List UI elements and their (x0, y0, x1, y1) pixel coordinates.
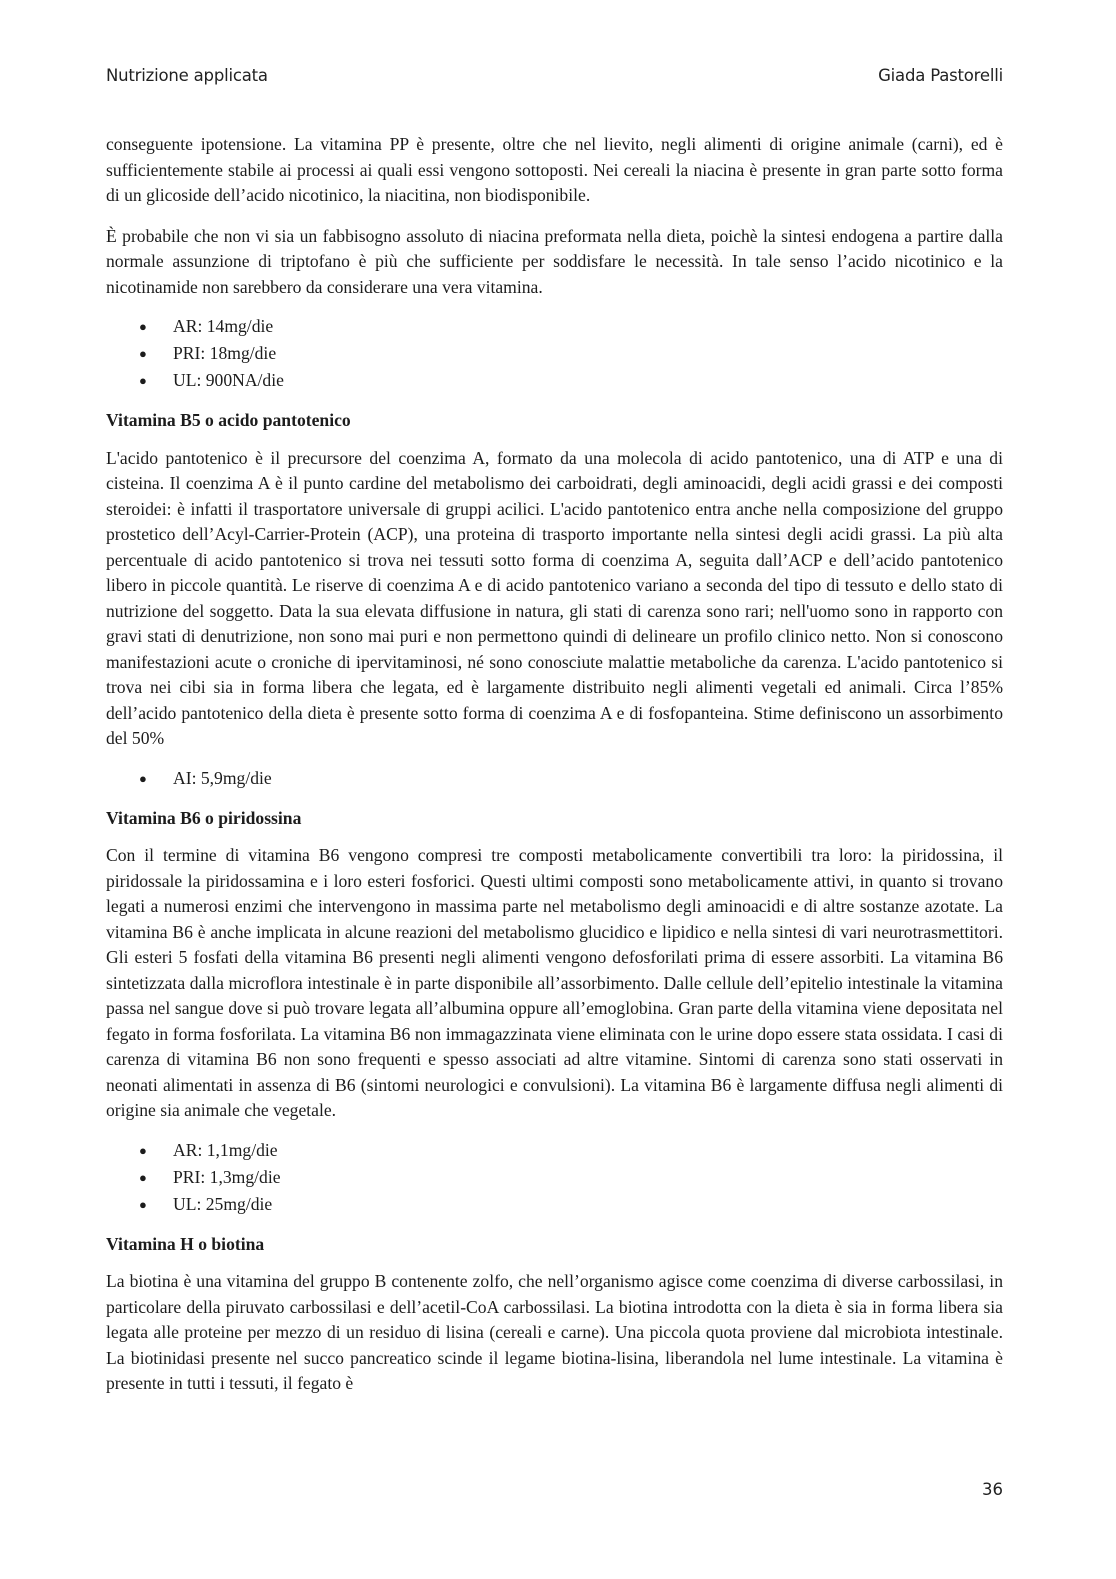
bullet-icon: ● (139, 373, 147, 388)
section-heading-b5: Vitamina B5 o acido pantotenico (106, 410, 351, 430)
paragraph-h: La biotina è una vitamina del gruppo B contenente zolfo, che nell’organismo agisce come coenzima di diverse carbossilasi, in particolare della piruvato carbossilasi e dell’acetil-CoA carbossilasi. La biotina introdotta con la dieta è sia in forma libera sia legata alle proteine per mezzo di un residuo di lisina (cereali e carne). Una piccola quota proviene dal microbiota intestinale. La biotinidasi presente nel succo pancreatico scinde il legame biotina-lisina, liberandola nel lume intestinale. La vitamina è presente in tutti i tessuti, il fegato è (106, 1271, 1003, 1393)
list-item (106, 1137, 1003, 1164)
b6-values-list (106, 1137, 1003, 1218)
list-item (106, 765, 1003, 792)
bullet-icon: ● (139, 346, 147, 361)
page-number: 36 (982, 1480, 1003, 1499)
list-item-text: UL: 900NA/die (173, 370, 284, 390)
list-item (106, 313, 1003, 340)
list-item (106, 340, 1003, 367)
niacin-values-list (106, 313, 1003, 394)
paragraph-niacin-sources: conseguente ipotensione. La vitamina PP è presente, oltre che nel lievito, negli alimenti di origine animale (carni), ed è sufficientemente stabile ai processi ai quali essi vengono sottoposti. Nei cereali la niacina è presente in gran parte sotto forma di un glicoside dell’acido nicotinico, la niacitina, non biodisponibile. (106, 134, 1003, 205)
list-item (106, 1164, 1003, 1191)
page-header (106, 66, 1003, 85)
header-author: Giada Pastorelli (878, 66, 1003, 85)
list-item-text: AI: 5,9mg/die (173, 767, 272, 788)
section-heading-h: Vitamina H o biotina (106, 1233, 265, 1254)
bullet-icon: ● (139, 319, 147, 334)
paragraph-b5: L'acido pantotenico è il precursore del coenzima A, formato da una molecola di acido pantotenico, una di ATP e una di cisteina. Il coenzima A è il punto cardine del metabolismo dei carboidrati, degli aminoacidi, degli acidi grassi e dei composti steroidei: è infatti il trasportatore universale di gruppi acilici. L'acido pantotenico entra anche nella composizione del gruppo prostetico dell’Acyl-Carrier-Protein (ACP), una proteina di trasporto importante nella sintesi degli acidi grassi. La più alta percentuale di acido pantotenico si trova nei tessuti sotto forma di coenzima A, seguita dall’ACP e dell’acido pantotenico libero in piccole quantità. Le riserve di coenzima A e di acido pantotenico variano a seconda del tipo di tessuto e dello stato di nutrizione del soggetto. Data la sua elevata diffusione in natura, gli stati di carenza sono rari; nell'uomo sono in rapporto con gravi stati di denutrizione, non sono mai puri e non permettono quindi di delineare un profilo clinico netto. Non si conoscono manifestazioni acute o croniche di ipervitaminosi, né sono conosciute malattie metaboliche da carenza. L'acido pantotenico si trova nei cibi sia in forma libera che legata, ed è largamente distribuito negli alimenti vegetali ed animali. Circa l’85% dell’acido pantotenico della dieta è presente sotto forma di coenzima A e di fosfopanteina. Stime definiscono un assorbimento del 50% (106, 447, 1003, 748)
paragraph-b6: Con il termine di vitamina B6 vengono compresi tre composti metabolicamente convertibili tra loro: la piridossina, il piridossale la piridossamina e i loro esteri fosforici. Questi ultimi composti sono metabolicamente attivi, in quanto si trovano legati a numerosi enzimi che intervengono in massima parte nel metabolismo degli aminoacidi e di altre sostanze azotate. La vitamina B6 è anche implicata in alcune reazioni del metabolismo glucidico e lipidico e nella sintesi di vari neurotrasmettitori. Gli esteri 5 fosfati della vitamina B6 presenti negli alimenti vengono defosforilati prima di essere assorbiti. La vitamina B6 sintetizzata dalla microflora intestinale è in parte disponibile all’assorbimento. Dalle cellule dell’epitelio intestinale la vitamina passa nel sangue dove si può trovare legata all’albumina oppure all’emoglobina. Gran parte della vitamina viene depositata nel fegato in forma fosforilata. La vitamina B6 non immagazzinata viene eliminata con le urine dopo essere stata ossidata. I casi di carenza di vitamina B6 non sono frequenti e spesso associati ad altre vitamine. Sintomi di carenza sono stati osservati in neonati alimentati in assenza di B6 (sintomi neurologici e convulsioni). La vitamina B6 è largamente diffusa negli alimenti di origine sia animale che vegetale. (106, 845, 1003, 1120)
list-item-text: UL: 25mg/die (173, 1193, 273, 1214)
bullet-icon: ● (139, 770, 147, 786)
list-item-text: PRI: 1,3mg/die (173, 1166, 281, 1187)
bullet-icon: ● (139, 1142, 147, 1158)
list-item (106, 1191, 1003, 1218)
list-item-text: AR: 1,1mg/die (173, 1139, 278, 1160)
bullet-icon: ● (139, 1196, 147, 1212)
list-item (106, 367, 1003, 394)
list-item-text: AR: 14mg/die (173, 316, 274, 336)
document-body (106, 132, 1003, 1412)
list-item-text: PRI: 18mg/die (173, 343, 277, 363)
bullet-icon: ● (139, 1169, 147, 1185)
b5-values-list (106, 765, 1003, 792)
header-course-title: Nutrizione applicata (106, 66, 268, 85)
section-heading-b6: Vitamina B6 o piridossina (106, 807, 302, 828)
paragraph-niacin-requirement: È probabile che non vi sia un fabbisogno assoluto di niacina preformata nella dieta, poichè la sintesi endogena a partire dalla normale assunzione di triptofano è più che sufficiente per soddisfare le necessità. In tale senso l’acido nicotinico e la nicotinamide non sarebbero da considerare una vera vitamina. (106, 225, 1003, 297)
